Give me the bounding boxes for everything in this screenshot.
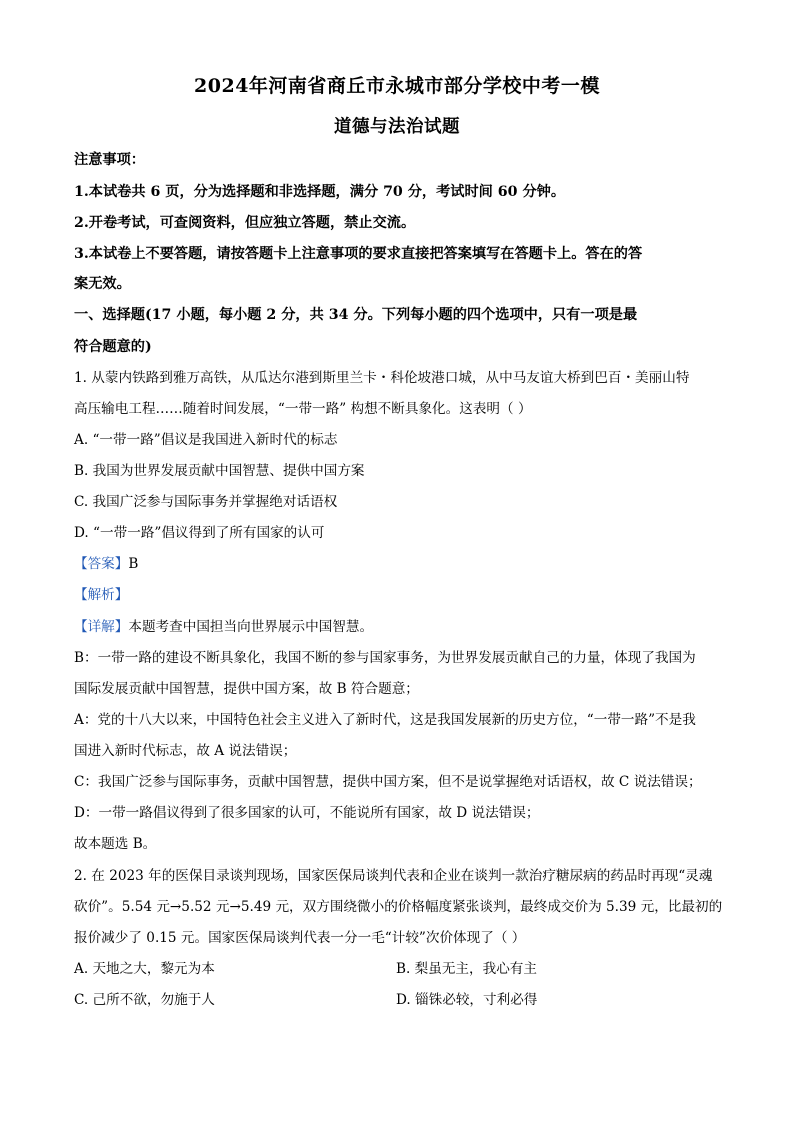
q1-explain-line-6: D：一带一路倡议得到了很多国家的认可，不能说所有国家，故 D 说法错误； [74,805,540,821]
q1-explain-line-7: 故本题选 B。 [74,836,157,852]
notice-item-2: 2.开卷考试，可查阅资料，但应独立答题，禁止交流。 [74,215,416,231]
notice-item-3: 3.本试卷上不要答题，请按答题卡上注意事项的要求直接把答案填写在答题卡上。答在的答 [74,246,643,262]
q1-explain-line-5: C：我国广泛参与国际事务，贡献中国智慧，提供中国方案，但不是说掌握绝对话语权，故 C 说法错误； [74,774,702,790]
q2-option-d: D. 锱铢必较，寸利必得 [396,992,538,1008]
section-heading: 一、选择题(17 小题，每小题 2 分，共 34 分。下列每小题的四个选项中，只有一项是最 [74,307,638,323]
q1-stem-line-1: 1. 从蒙内铁路到雅万高铁，从瓜达尔港到斯里兰卡・科伦坡港口城，从中马友谊大桥到巴百・美丽山特 [74,370,690,386]
section-heading-cont: 符合题意的) [74,339,152,355]
q2-option-a: A. 天地之大，黎元为本 [74,961,215,977]
detail-label: 【详解】 [74,619,129,635]
notice-item-1: 1.本试卷共 6 页，分为选择题和非选择题，满分 70 分，考试时间 60 分钟。 [74,184,566,200]
q1-detail [74,617,722,637]
q2-option-b: B. 梨虽无主，我心有主 [396,961,537,977]
q1-option-a: A. “一带一路”倡议是我国进入新时代的标志 [74,432,338,448]
answer-value: B [128,556,139,572]
q1-answer [74,554,722,574]
page-subtitle: 道德与法治试题 [334,117,460,137]
page-title: 2024年河南省商丘市永城市部分学校中考一模 [194,75,600,97]
q1-explain-line-3: A：党的十八大以来，中国特色社会主义进入了新时代，这是我国发展新的历史方位，“一带一路”不是我 [74,712,696,728]
q1-option-d: D. “一带一路”倡议得到了所有国家的认可 [74,525,325,541]
detail-text: 本题考查中国担当向世界展示中国智慧。 [128,619,374,635]
notice-heading: 注意事项： [74,152,145,168]
q2-stem-line-1: 2. 在 2023 年的医保目录谈判现场，国家医保局谈判代表和企业在谈判一款治疗糖尿病的药品时再现“灵魂 [74,868,713,884]
q1-option-b: B. 我国为世界发展贡献中国智慧、提供中国方案 [74,463,365,479]
q1-explain-line-1: B：一带一路的建设不断具象化，我国不断的参与国家事务，为世界发展贡献自己的力量，体现了我国为 [74,650,696,666]
q1-analysis [74,585,722,605]
q2-stem-line-3: 报价减少了 0.15 元。国家医保局谈判代表一分一毛“计较”次价体现了（ ） [74,930,526,946]
q2-stem-line-2: 砍价”。5.54 元→5.52 元→5.49 元，双方围绕微小的价格幅度紧张谈判，最终成交价为 5.39 元，比最初的 [74,899,723,915]
analysis-label: 【解析】 [74,587,129,603]
notice-item-3-cont: 案无效。 [74,276,131,292]
q1-explain-line-2: 国际发展贡献中国智慧，提供中国方案，故 B 符合题意； [74,681,419,697]
q1-explain-line-4: 国进入新时代标志，故 A 说法错误； [74,743,297,759]
q2-option-c: C. 己所不欲，勿施于人 [74,992,215,1008]
answer-label: 【答案】 [74,556,129,572]
q1-option-c: C. 我国广泛参与国际事务并掌握绝对话语权 [74,494,338,510]
q1-stem-line-2: 高压输电工程……随着时间发展，“一带一路” 构想不断具象化。这表明（ ） [74,401,532,417]
